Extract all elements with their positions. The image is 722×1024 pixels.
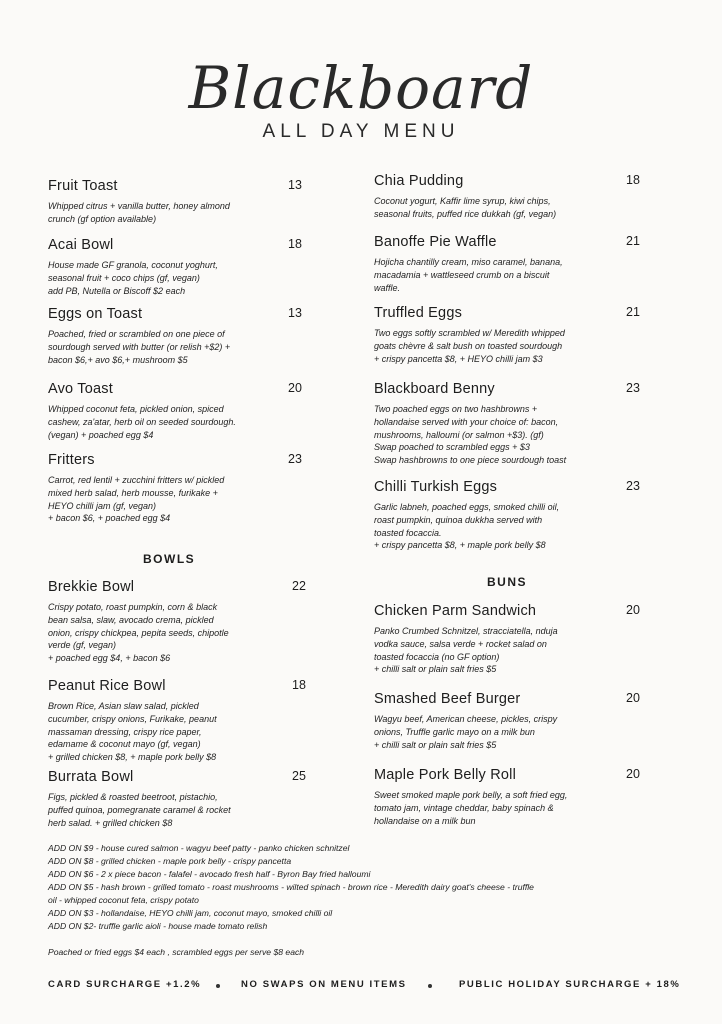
description-line: sourdough served with butter (or relish +$2) + — [48, 341, 231, 352]
addon-line: ADD ON $6 - 2 x piece bacon - falafel - avocado fresh half - Byron Bay fried halloumi — [48, 869, 371, 879]
description-line: bean salsa, slaw, avocado crema, pickled — [48, 614, 214, 625]
menu-item-price: 18 — [626, 173, 640, 187]
menu-item-description — [374, 713, 664, 751]
menu-item — [374, 381, 664, 467]
description-line: toasted focaccia (no GF option) — [374, 651, 500, 662]
description-line: + poached egg $4, + bacon $6 — [48, 653, 171, 664]
menu-item-name: Fruit Toast — [48, 178, 118, 194]
description-line: + crispy pancetta $8, + HEYO chilli jam $3 — [374, 353, 543, 364]
description-line: hollandaise served with your choice of: bacon, — [374, 416, 559, 427]
description-line: Coconut yogurt, Kaffir lime syrup, kiwi chips, — [374, 196, 551, 206]
menu-item — [48, 579, 313, 665]
description-line: + crispy pancetta $8, + maple pork belly $8 — [374, 540, 546, 551]
menu-item-description — [374, 789, 664, 827]
menu-item-description — [374, 501, 664, 552]
menu-item — [48, 452, 313, 525]
description-line: toasted focaccia. — [374, 527, 442, 538]
menu-item-price: 13 — [288, 306, 302, 320]
description-line: massaman dressing, crispy rice paper, — [48, 726, 202, 737]
description-line: cashew, za'atar, herb oil on seeded sourdough. — [48, 416, 236, 427]
description-line: cucumber, crispy onions, Furikake, peanut — [48, 713, 217, 724]
menu-item-price: 25 — [292, 769, 306, 783]
description-line: onion, crispy chickpea, pepita seeds, chipotle — [48, 627, 229, 638]
description-line: vodka sauce, salsa verde + rocket salad on — [374, 638, 547, 649]
description-line: + chilli salt or plain salt fries $5 — [374, 739, 497, 750]
description-line: mushrooms, halloumi (or salmon +$3). (gf) — [374, 429, 544, 440]
menu-item-description — [48, 601, 313, 665]
description-line: Two eggs softly scrambled w/ Meredith whipped — [374, 328, 565, 338]
addons-list — [48, 842, 668, 933]
description-line: seasonal fruit + coco chips (gf, vegan) — [48, 272, 200, 283]
menu-item-price: 21 — [626, 305, 640, 319]
menu-item-description — [374, 195, 664, 221]
description-line: Figs, pickled & roasted beetroot, pistachio, — [48, 792, 218, 802]
menu-item-description — [48, 200, 313, 226]
menu-item-name: Acai Bowl — [48, 237, 114, 253]
menu-item-name: Maple Pork Belly Roll — [374, 767, 516, 783]
menu-item-price: 20 — [288, 381, 302, 395]
menu-item — [48, 381, 313, 441]
description-line: Two poached eggs on two hashbrowns + — [374, 404, 538, 414]
menu-item-price: 20 — [626, 691, 640, 705]
description-line: goats chèvre & salt bush on toasted sourdough — [374, 340, 563, 351]
description-line: mixed herb salad, herb mousse, furikake + — [48, 487, 218, 498]
no-swaps-note: NO SWAPS ON MENU ITEMS — [241, 979, 407, 990]
description-line: (vegan) + poached egg $4 — [48, 429, 154, 440]
menu-item-name: Brekkie Bowl — [48, 579, 135, 595]
description-line: Whipped citrus + vanilla butter, honey almond — [48, 201, 230, 211]
eggs-note: Poached or fried eggs $4 each , scrambled eggs per serve $8 each — [48, 947, 305, 957]
menu-item — [374, 603, 664, 676]
description-line: puffed quinoa, pomegranate caramel & rocket — [48, 804, 231, 815]
menu-item-name: Chia Pudding — [374, 173, 464, 189]
description-line: Garlic labneh, poached eggs, smoked chilli oil, — [374, 502, 560, 512]
menu-item — [374, 305, 664, 365]
description-line: add PB, Nutella or Biscoff $2 each — [48, 285, 186, 296]
addon-line: oil - whipped coconut feta, crispy potato — [48, 895, 199, 905]
menu-item-description — [48, 700, 313, 764]
description-line: edamame & coconut mayo (gf, vegan) — [48, 739, 201, 750]
menu-item-name: Eggs on Toast — [48, 306, 143, 322]
menu-item-description — [48, 791, 313, 829]
menu-subtitle: ALL DAY MENU — [262, 121, 460, 142]
menu-item-price: 23 — [288, 452, 302, 466]
menu-item — [48, 306, 313, 366]
menu-item-price: 13 — [288, 178, 302, 192]
description-line: HEYO chilli jam (gf, vegan) — [48, 500, 157, 511]
description-line: tomato jam, vintage cheddar, baby spinach & — [374, 802, 554, 813]
menu-item — [374, 767, 664, 827]
addon-line: ADD ON $9 - house cured salmon - wagyu beef patty - panko chicken schnitzel — [48, 843, 350, 853]
description-line: Poached, fried or scrambled on one piece of — [48, 329, 225, 339]
description-line: Whipped coconut feta, pickled onion, spiced — [48, 404, 224, 414]
description-line: onions, Truffle garlic mayo on a milk bun — [374, 726, 535, 737]
menu-item-price: 18 — [292, 678, 306, 692]
menu-item — [48, 178, 313, 226]
description-line: roast pumpkin, quinoa dukkha served with — [374, 514, 543, 525]
menu-item-price: 20 — [626, 603, 640, 617]
description-line: Swap hashbrowns to one piece sourdough toast — [374, 455, 567, 466]
menu-item — [374, 173, 664, 221]
description-line: + grilled chicken $8, + maple pork belly $8 — [48, 752, 217, 763]
menu-item-name: Truffled Eggs — [374, 305, 463, 321]
addon-line: ADD ON $5 - hash brown - grilled tomato - roast mushrooms - wilted spinach - brown rice - Meredith dairy goat's cheese - truffle — [48, 882, 534, 892]
menu-item-price: 18 — [288, 237, 302, 251]
menu-item — [48, 678, 313, 764]
menu-item-description — [48, 403, 313, 441]
addon-line: ADD ON $3 - hollandaise, HEYO chilli jam, coconut mayo, smoked chilli oil — [48, 908, 333, 918]
addon-line: ADD ON $8 - grilled chicken - maple pork belly - crispy pancetta — [48, 856, 292, 866]
description-line: + bacon $6, + poached egg $4 — [48, 513, 171, 524]
buns-heading: BUNS — [487, 575, 528, 589]
card-surcharge-note: CARD SURCHARGE +1.2% — [48, 979, 202, 990]
description-line: Brown Rice, Asian slaw salad, pickled — [48, 701, 199, 711]
description-line: Wagyu beef, American cheese, pickles, crispy — [374, 714, 558, 724]
description-line: Crispy potato, roast pumpkin, corn & black — [48, 602, 218, 612]
menu-item — [374, 234, 664, 294]
description-line: Swap poached to scrambled eggs + $3 — [374, 442, 530, 453]
footer-dot-separator — [428, 984, 432, 988]
menu-item-name: Chilli Turkish Eggs — [374, 479, 498, 495]
menu-item-description — [374, 625, 664, 676]
description-line: Hojicha chantilly cream, miso caramel, banana, — [374, 257, 563, 267]
menu-item-price: 20 — [626, 767, 640, 781]
description-line: Sweet smoked maple pork belly, a soft fried egg, — [374, 790, 568, 800]
menu-item-name: Blackboard Benny — [374, 381, 495, 397]
menu-item-price: 23 — [626, 479, 640, 493]
description-line: hollandaise on a milk bun — [374, 815, 476, 826]
description-line: Carrot, red lentil + zucchini fritters w/ pickled — [48, 475, 225, 485]
menu-item-price: 21 — [626, 234, 640, 248]
description-line: + chilli salt or plain salt fries $5 — [374, 664, 497, 675]
menu-item-name: Avo Toast — [48, 381, 113, 397]
description-line: macadamia + wattleseed crumb on a biscuit — [374, 269, 550, 280]
description-line: House made GF granola, coconut yoghurt, — [48, 260, 218, 270]
menu-item-name: Burrata Bowl — [48, 769, 134, 785]
description-line: waffle. — [374, 282, 401, 293]
menu-item-price: 22 — [292, 579, 306, 593]
menu-item — [374, 691, 664, 751]
menu-item-name: Chicken Parm Sandwich — [374, 603, 537, 619]
menu-item-name: Peanut Rice Bowl — [48, 678, 166, 694]
menu-item-description — [48, 259, 313, 297]
description-line: seasonal fruits, puffed rice dukkah (gf, vegan) — [374, 208, 557, 219]
menu-item-description — [374, 403, 664, 467]
menu-item — [48, 769, 313, 829]
menu-item-price: 23 — [626, 381, 640, 395]
description-line: herb salad. + grilled chicken $8 — [48, 817, 173, 828]
menu-item-description — [374, 327, 664, 365]
addon-line: ADD ON $2- truffle garlic aioli - house made tomato relish — [48, 921, 268, 931]
description-line: crunch (gf option available) — [48, 213, 157, 224]
bowls-heading: BOWLS — [143, 552, 196, 566]
menu-item-name: Fritters — [48, 452, 95, 468]
menu-item-description — [48, 328, 313, 366]
menu-item — [374, 479, 664, 552]
menu-item — [48, 237, 313, 297]
menu-item-description — [48, 474, 313, 525]
holiday-surcharge-note: PUBLIC HOLIDAY SURCHARGE + 18% — [459, 979, 681, 990]
menu-item-description — [374, 256, 664, 294]
brand-logo: Blackboard — [188, 54, 534, 122]
menu-item-name: Banoffe Pie Waffle — [374, 234, 497, 250]
description-line: Panko Crumbed Schnitzel, stracciatella, nduja — [374, 626, 558, 636]
description-line: bacon $6,+ avo $6,+ mushroom $5 — [48, 354, 188, 365]
description-line: verde (gf, vegan) — [48, 640, 117, 651]
menu-item-name: Smashed Beef Burger — [374, 691, 521, 707]
footer-dot-separator — [216, 984, 220, 988]
